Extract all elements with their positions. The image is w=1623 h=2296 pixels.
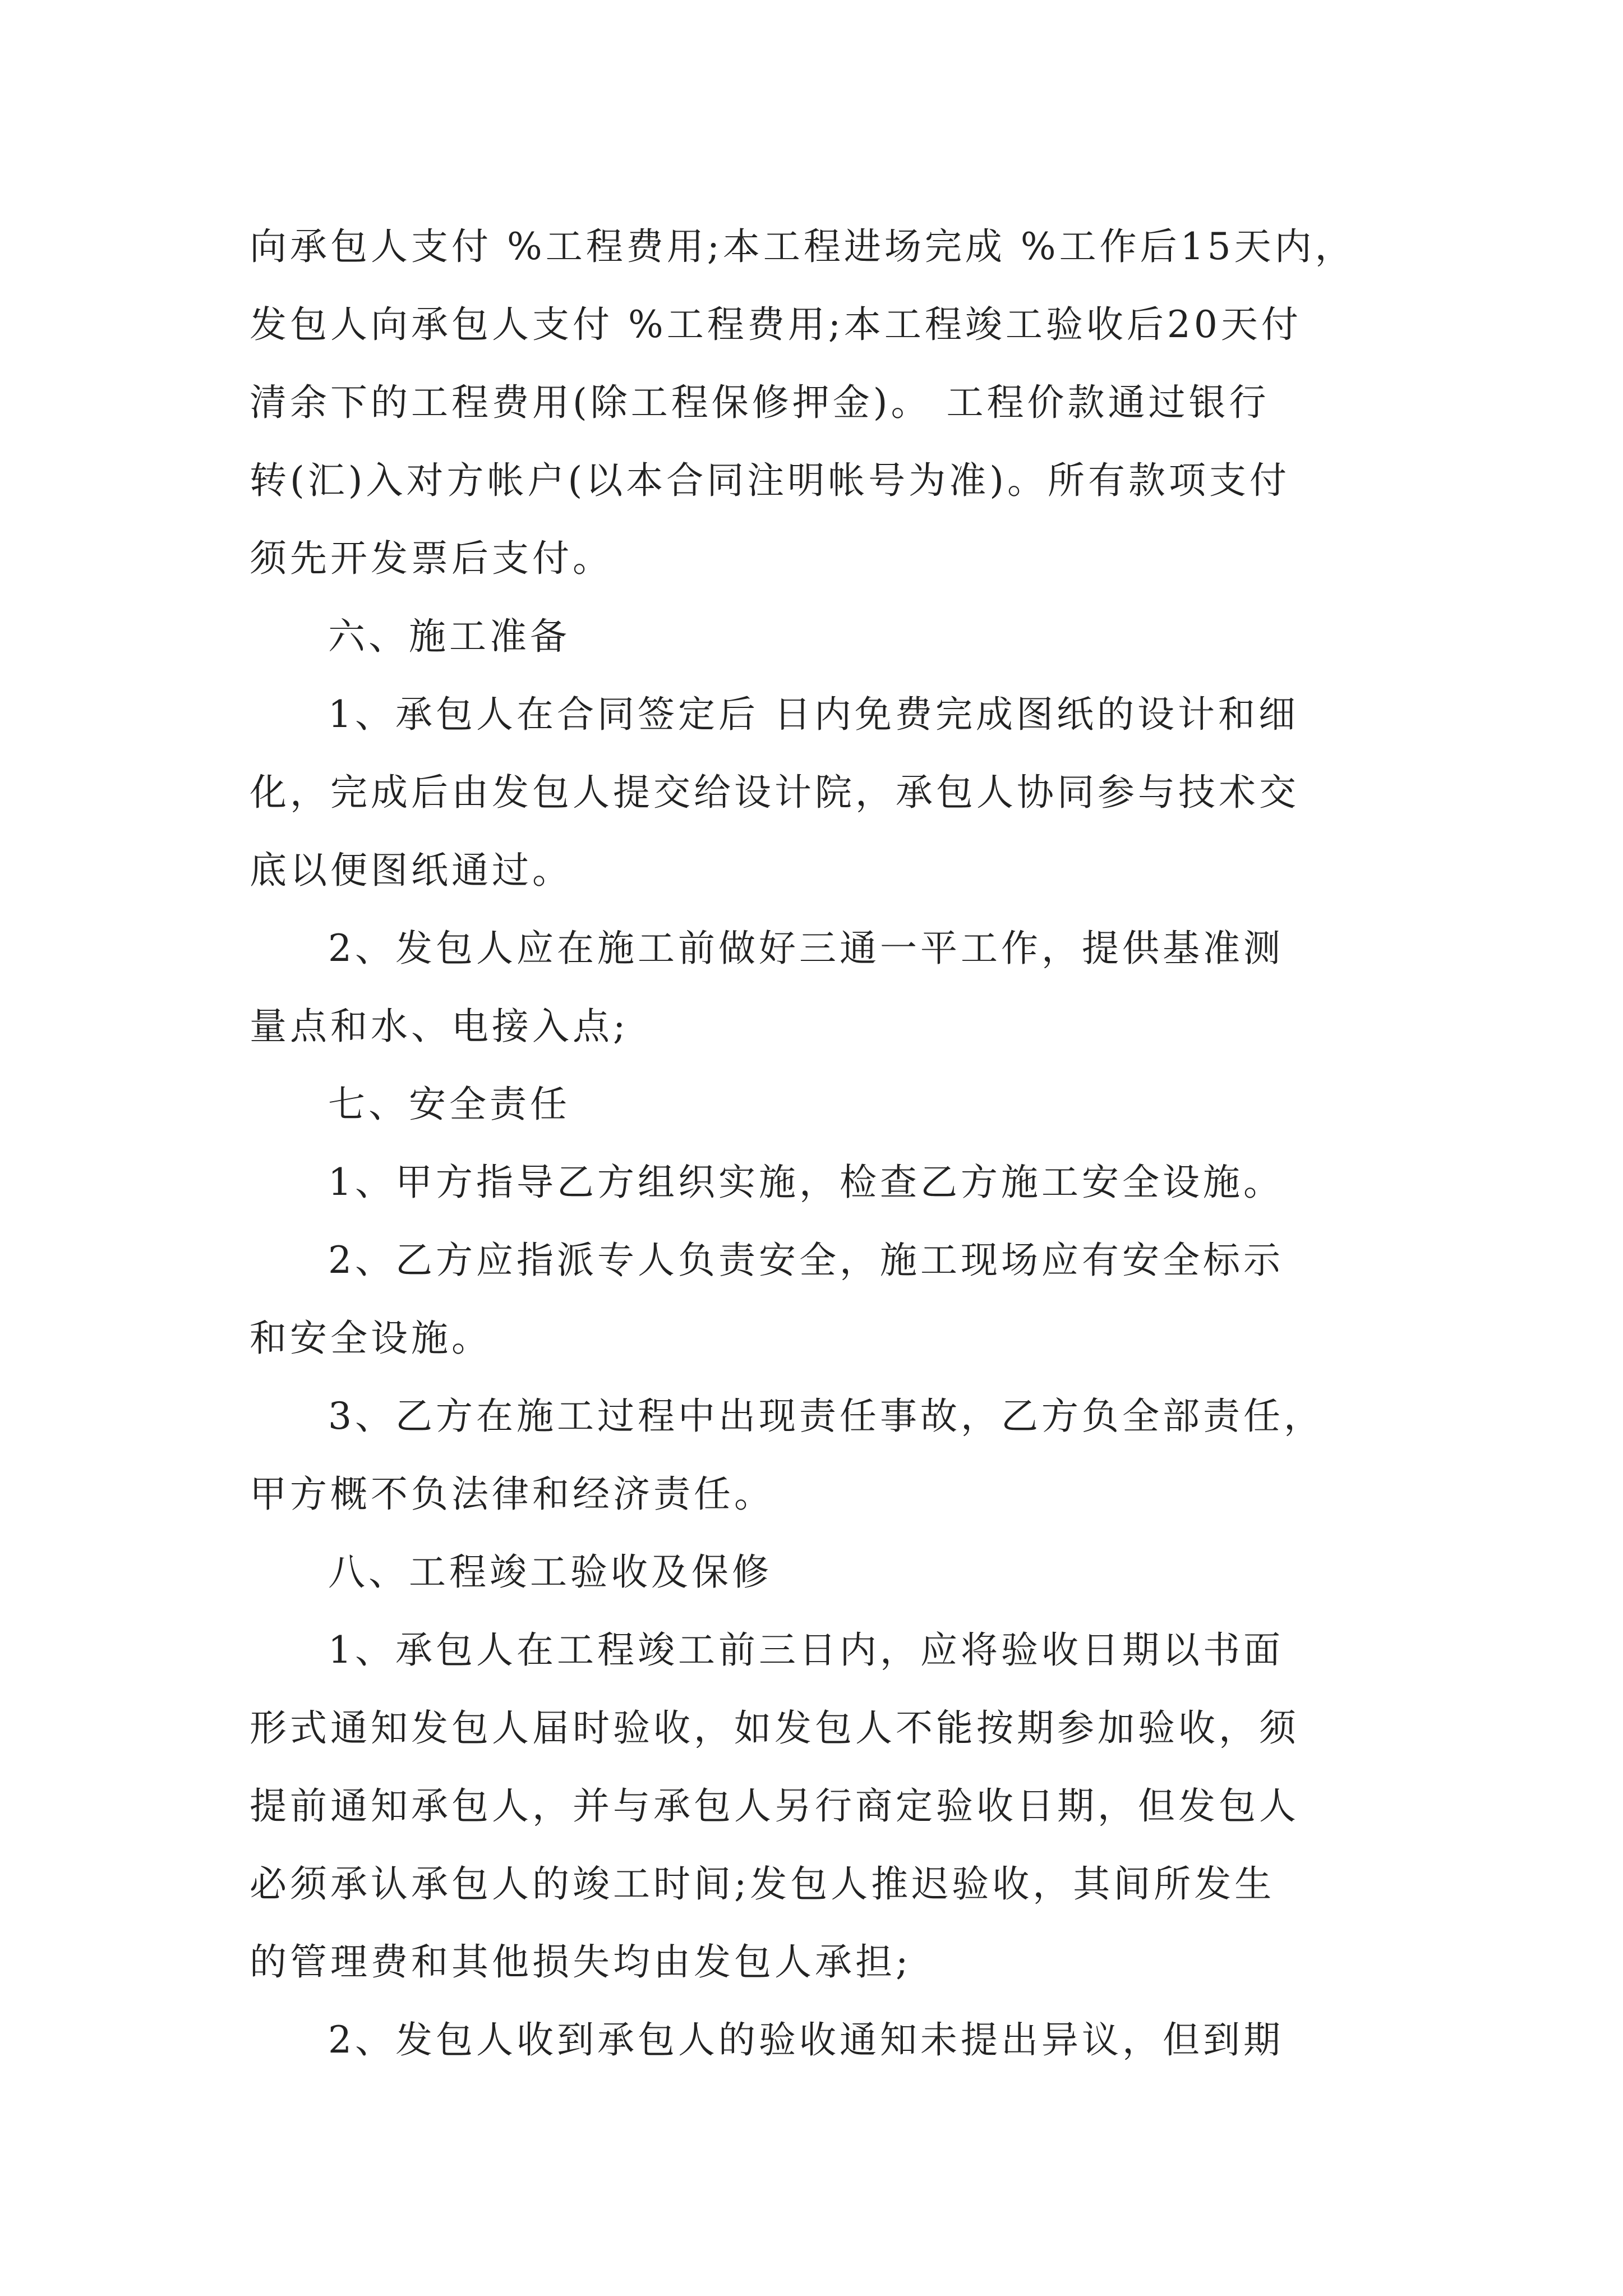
text-line: 向承包人支付 %工程费用;本工程进场完成 %工作后15天内，: [250, 225, 1355, 268]
text-line: 发包人向承包人支付 %工程费用;本工程竣工验收后20天付: [250, 303, 1302, 346]
text-line: 的管理费和其他损失均由发包人承担;: [250, 1940, 912, 1984]
section-heading: 八、工程竣工验收及保修: [328, 1550, 772, 1594]
document-body: [250, 208, 1430, 2079]
text-line: 化，完成后由发包人提交给设计院，承包人协同参与技术交: [250, 771, 1299, 814]
text-line: 必须承认承包人的竣工时间;发包人推迟验收，其间所发生: [250, 1862, 1275, 1906]
text-line: 清余下的工程费用(除工程保修押金)。 工程价款通过银行: [250, 381, 1270, 424]
text-line: 须先开发票后支付。: [250, 537, 613, 580]
text-line: 2、乙方应指派专人负责安全，施工现场应有安全标示: [328, 1239, 1284, 1282]
text-line: 3、乙方在施工过程中出现责任事故，乙方负全部责任，: [328, 1395, 1324, 1438]
text-line: 甲方概不负法律和经济责任。: [250, 1473, 774, 1516]
text-line: 1、承包人在工程竣工前三日内，应将验收日期以书面: [328, 1628, 1284, 1672]
text-line: 量点和水、电接入点;: [250, 1005, 629, 1048]
text-line: 形式通知发包人届时验收，如发包人不能按期参加验收，须: [250, 1706, 1299, 1750]
text-line: 提前通知承包人，并与承包人另行商定验收日期，但发包人: [250, 1784, 1299, 1828]
section-heading: 六、施工准备: [328, 615, 570, 658]
section-heading: 七、安全责任: [328, 1083, 570, 1126]
text-line: 底以便图纸通过。: [250, 849, 573, 892]
text-line: 2、发包人收到承包人的验收通知未提出异议，但到期: [328, 2018, 1284, 2062]
text-line: 1、承包人在合同签定后 日内免费完成图纸的设计和细: [328, 693, 1299, 736]
text-line: 2、发包人应在施工前做好三通一平工作，提供基准测: [328, 927, 1284, 970]
text-line: 转(汇)入对方帐户(以本合同注明帐号为准)。所有款项支付: [250, 459, 1290, 502]
text-line: 1、甲方指导乙方组织实施，检查乙方施工安全设施。: [328, 1161, 1284, 1204]
text-line: 和安全设施。: [250, 1317, 492, 1360]
